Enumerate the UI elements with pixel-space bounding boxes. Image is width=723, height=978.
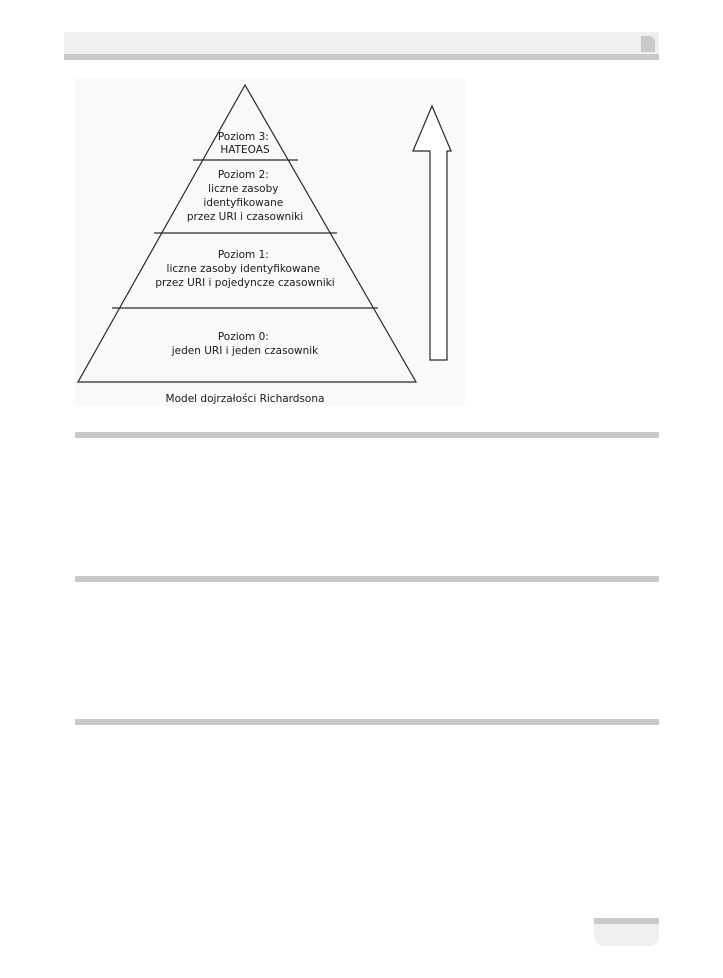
level-2-label: Poziom 2: liczne zasoby identyfikowane przez URI i czasowniki — [186, 169, 304, 223]
figure-caption: Model dojrzałości Richardsona — [165, 393, 325, 405]
pyramid-diagram — [75, 78, 465, 406]
section-divider-1 — [75, 432, 659, 438]
section-divider-3 — [75, 719, 659, 725]
header-rule — [64, 54, 659, 60]
level-0-label: Poziom 0: jeden URI i jeden czasownik — [171, 331, 319, 357]
richardson-maturity-figure — [75, 78, 465, 406]
page-number-tab — [594, 924, 659, 946]
page-header-bar — [64, 32, 659, 54]
section-divider-2 — [75, 576, 659, 582]
page-corner-tab — [641, 36, 655, 52]
arrow-shape — [413, 106, 451, 360]
level-3-label: Poziom 3: HATEOAS — [217, 131, 270, 156]
level-1-label: Poziom 1: liczne zasoby identyfikowane przez URI i pojedyncze czasowniki — [155, 249, 335, 289]
